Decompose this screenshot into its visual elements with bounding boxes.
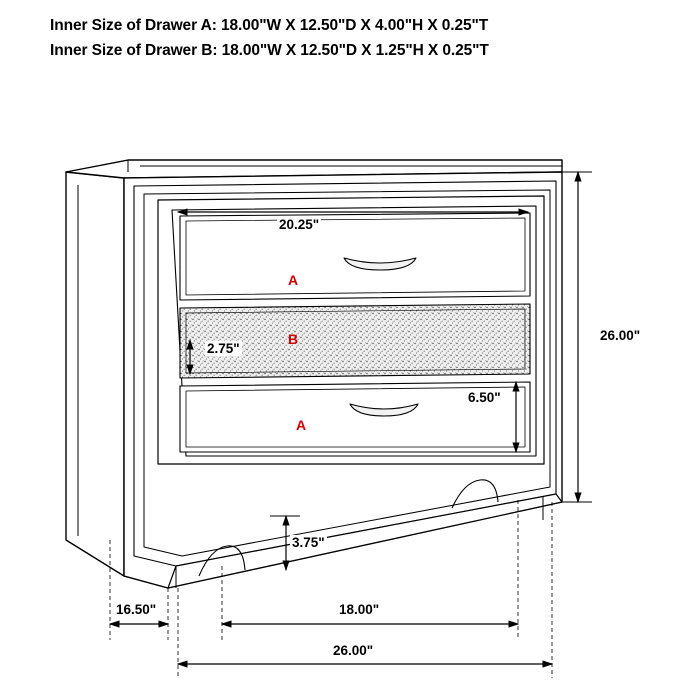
drawer-label-bottom: A (296, 417, 307, 433)
dim-depth: 16.50" (116, 602, 157, 617)
dim-bottom-drawer-height: 6.50" (468, 390, 501, 405)
dim-drawer-width: 20.25" (279, 217, 320, 232)
spec-line-drawer-b: Inner Size of Drawer B: 18.00"W X 12.50"D X 1.25"H X 0.25"T (50, 42, 489, 59)
drawer-label-middle: B (288, 331, 299, 347)
dim-inner-width: 18.00" (339, 602, 380, 617)
dim-middle-drawer-height: 2.75" (207, 341, 240, 356)
dim-overall-width: 26.00" (333, 643, 374, 658)
spec-line-drawer-a: Inner Size of Drawer A: 18.00"W X 12.50"D X 4.00"H X 0.25"T (50, 17, 489, 34)
dim-leg-clearance: 3.75" (292, 535, 325, 550)
drawer-label-top: A (288, 272, 299, 288)
dim-total-height: 26.00" (600, 328, 641, 343)
